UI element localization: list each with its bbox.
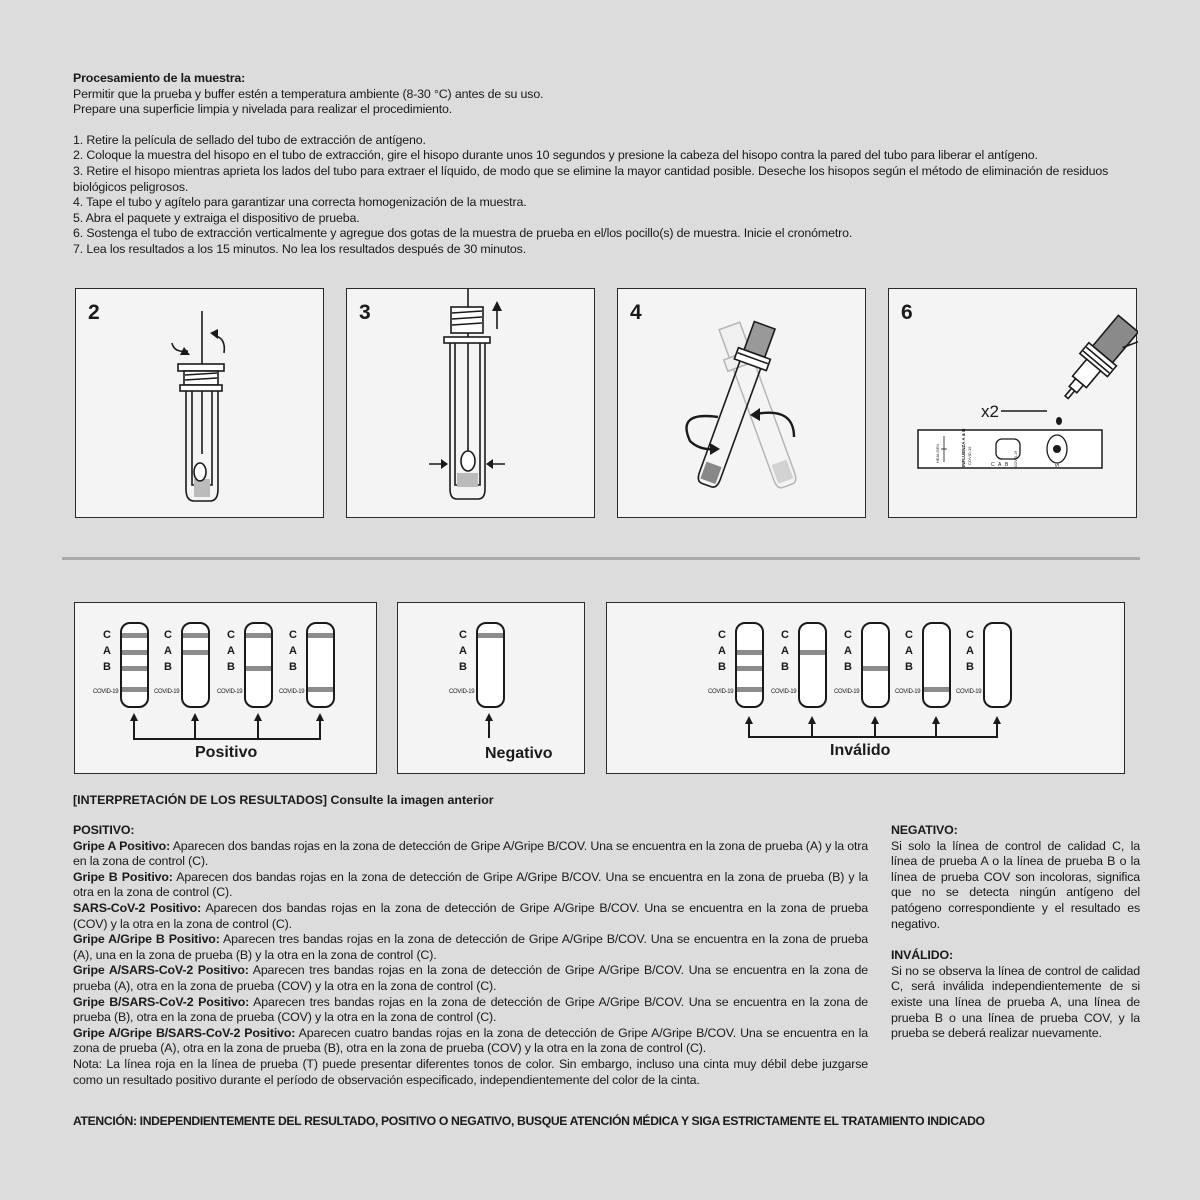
strip-label-b: B — [289, 661, 297, 673]
test-strip-window — [862, 623, 889, 707]
strip-label-covid: COVID-19 — [895, 689, 921, 695]
procedure-step-6: 6. Sostenga el tubo de extracción verticalmente y agregue dos gotas de la muestra de prueba en el/los pocillo(s) de muestra. Inicie el cronómetro. — [73, 226, 853, 241]
invalid-text: Si no se observa la línea de control de calidad C, será inválida independientemente de si existe una línea de prueba A, una línea de prueba B o una línea de prueba COV, y la prueba se deberá realizar nuevamente. — [891, 963, 1140, 1041]
strip-label-b: B — [459, 661, 467, 673]
strip-label-covid: COVID-19 — [279, 689, 305, 695]
negative-heading: NEGATIVO: — [891, 823, 958, 837]
strip-label-a: A — [459, 645, 467, 657]
invalid-strip-1 — [708, 623, 763, 707]
procedure-step-1: 1. Retire la película de sellado del tubo de extracción de antígeno. — [73, 132, 426, 147]
strip-label-c: C — [966, 629, 974, 641]
positive-item-label: Gripe B Positivo: — [73, 869, 173, 884]
strip-band-cov — [122, 687, 147, 692]
figure-step-2 — [75, 288, 324, 518]
strip-label-c: C — [844, 629, 852, 641]
positive-item — [73, 901, 868, 932]
positive-item-label: SARS-CoV-2 Positivo: — [73, 900, 202, 915]
strip-band-c — [246, 633, 271, 638]
negative-invalid-interpretation — [891, 823, 1140, 1042]
invalid-strip-5 — [956, 623, 1011, 707]
strip-label-covid: COVID-19 — [834, 689, 860, 695]
strip-label-c: C — [164, 629, 172, 641]
step-number-4: 4 — [630, 301, 642, 324]
positive-strip-2 — [154, 623, 209, 707]
figure-step-3 — [346, 288, 595, 518]
positive-item — [73, 1026, 868, 1057]
strip-band-b — [122, 666, 147, 671]
strip-label-c: C — [905, 629, 913, 641]
negative-strip — [449, 623, 504, 707]
strip-label-a: A — [103, 645, 111, 657]
positive-item-text: Aparecen cuatro bandas rojas en la zona de detección de Gripe A/Gripe B/COV. Una se encuentra en la zona de prueba (A), otra en la zona de prueba (B), otra en la zona de prueba (COV) y la otra en la zona de control (C). — [73, 1025, 868, 1056]
positive-item-label: Gripe A Positivo: — [73, 838, 171, 853]
strip-label-a: A — [966, 645, 974, 657]
positive-item — [73, 932, 868, 963]
positive-item-text: Aparecen dos bandas rojas en la zona de detección de Gripe A/Gripe B/COV. Una se encuentra en la zona de prueba (COV) y la otra en la zona de control (C). — [73, 900, 868, 931]
tube-squeeze-illustration — [347, 289, 596, 519]
strip-label-covid: COVID-19 — [449, 689, 475, 695]
step-number-6: 6 — [901, 301, 913, 324]
strip-label-a: A — [781, 645, 789, 657]
swab-rotate-illustration — [76, 289, 325, 519]
positive-strip-3 — [217, 623, 272, 707]
interpretation-heading: [INTERPRETACIÓN DE LOS RESULTADOS] Consulte la imagen anterior — [73, 793, 494, 807]
strip-label-c: C — [103, 629, 111, 641]
test-strip-window — [799, 623, 826, 707]
strip-label-a: A — [844, 645, 852, 657]
positive-item-text: Aparecen dos bandas rojas en la zona de detección de Gripe A/Gripe B/COV. Una se encuentra en la zona de prueba (A) y la otra en la zona de control (C). — [73, 838, 869, 869]
positive-item-text: Aparecen dos bandas rojas en la zona de detección de Gripe A/Gripe B/COV. Una se encuentra en la zona de prueba (B) y la otra en la zona de control (C). — [73, 869, 869, 900]
figure-step-6 — [888, 288, 1137, 518]
procedure-title: Procesamiento de la muestra: — [73, 71, 246, 85]
strip-band-a — [122, 650, 147, 655]
strip-label-c: C — [459, 629, 467, 641]
strip-band-a — [737, 650, 762, 655]
strip-band-cov — [737, 687, 762, 692]
section-divider — [62, 557, 1140, 560]
test-strip-window — [923, 623, 950, 707]
strip-band-cov — [924, 687, 949, 692]
test-strip-window — [736, 623, 763, 707]
strip-band-c — [308, 633, 333, 638]
strip-label-covid: COVID-19 — [154, 689, 180, 695]
invalid-strip-3 — [834, 623, 889, 707]
strip-label-a: A — [227, 645, 235, 657]
positive-item-text: Aparecen tres bandas rojas en la zona de detección de Gripe A/Gripe B/COV. Una se encuentra en la zona de prueba (A), otra en la zona de prueba (COV) y la otra en la zona de control (C). — [73, 963, 869, 993]
strip-label-b: B — [103, 661, 111, 673]
result-negative-panel — [397, 602, 585, 774]
strip-label-covid: COVID-19 — [93, 689, 119, 695]
cassette-label-c: C — [991, 462, 995, 468]
positive-strip-1 — [93, 623, 148, 707]
strip-band-a — [183, 650, 208, 655]
cassette-sub: COVID-19 — [967, 446, 972, 465]
strip-label-covid: COVID-19 — [956, 689, 982, 695]
procedure-step-2: 2. Coloque la muestra del hisopo en el tubo de extracción, gire el hisopo durante unos 10 segundos y presione la cabeza del hisopo contra la pared del tubo para liberar el antígeno. — [73, 148, 1038, 163]
strip-band-b — [246, 666, 271, 671]
strip-label-b: B — [781, 661, 789, 673]
strip-label-c: C — [227, 629, 235, 641]
strip-label-a: A — [905, 645, 913, 657]
positive-item-text: Aparecen tres bandas rojas en la zona de detección de Gripe A/Gripe B/COV. Una se encuentra en la zona de prueba (A), una en la zona de prueba (B) y la otra en la zona de control (C). — [73, 932, 868, 962]
warning-text: ATENCIÓN: INDEPENDIENTEMENTE DEL RESULTADO, POSITIVO O NEGATIVO, BUSQUE ATENCIÓN MÉDICA Y SIGA ESTRICTAMENTE EL TRATAMIENTO INDICADO — [73, 1114, 985, 1128]
procedure-section — [73, 71, 1153, 258]
strip-band-c — [122, 633, 147, 638]
strip-label-covid: COVID-19 — [771, 689, 797, 695]
strip-label-b: B — [966, 661, 974, 673]
procedure-step-3: 3. Retire el hisopo mientras aprieta los lados del tubo para extraer el líquido, de modo que se elimine la mayor cantidad posible. Deseche los hisopos según el método de eliminación de residuos biológicos peligrosos. — [73, 163, 1109, 194]
cassette-label-covid: COVID-19 — [1014, 450, 1018, 467]
strip-label-covid: COVID-19 — [217, 689, 243, 695]
positive-item-label: Gripe A/SARS-CoV-2 Positivo: — [73, 963, 249, 978]
strip-label-b: B — [844, 661, 852, 673]
invalid-heading: INVÁLIDO: — [891, 948, 953, 963]
negative-text: Si solo la línea de control de calidad C, la línea de prueba A o la línea de prueba B o la línea de prueba COV son incoloras, significa que no se detecta ningún antígeno del patógeno correspondiente y el resultado es negativo. — [891, 838, 1140, 931]
positive-heading: POSITIVO: — [73, 823, 135, 837]
cassette-sample-mark: S — [1055, 463, 1061, 467]
negative-label: Negativo — [485, 745, 553, 762]
step-number-3: 3 — [359, 301, 371, 324]
positive-item — [73, 963, 868, 994]
step-number-2: 2 — [88, 301, 100, 324]
procedure-step-4: 4. Tape el tubo y agítelo para garantizar una correcta homogenización de la muestra. — [73, 195, 527, 210]
strip-band-b — [863, 666, 888, 671]
strip-band-c — [478, 633, 503, 638]
result-positive-panel — [74, 602, 377, 774]
tube-shake-illustration — [618, 289, 867, 519]
strip-band-cov — [308, 687, 333, 692]
strip-band-a — [800, 650, 825, 655]
positive-strip-4 — [279, 623, 334, 707]
positive-note: Nota: La línea roja en la línea de prueba (T) puede presentar diferentes tonos de color. Sin embargo, incluso una cinta muy débil debe juzgarse como un resultado positivo durante el período de observación especificado, independientemente del color de la cinta. — [73, 1056, 868, 1087]
procedure-intro-1: Permitir que la prueba y buffer estén a temperatura ambiente (8-30 °C) antes de su uso. — [73, 86, 544, 101]
strip-label-covid: COVID-19 — [708, 689, 734, 695]
positive-label: Positivo — [195, 744, 258, 761]
test-strip-window — [984, 623, 1011, 707]
strip-label-b: B — [227, 661, 235, 673]
invalid-label: Inválido — [830, 742, 891, 759]
positive-item-text: Aparecen tres bandas rojas en la zona de detección de Gripe A/Gripe B/COV. Una se encuentra en la zona de prueba (B), otra en la zona de prueba (COV) y la otra en la zona de control (C). — [73, 994, 869, 1025]
strip-label-b: B — [164, 661, 172, 673]
strip-label-a: A — [164, 645, 172, 657]
positive-item-label: Gripe B/SARS-CoV-2 Positivo: — [73, 994, 250, 1009]
cassette-name: INFLUENZA A & B — [961, 428, 966, 467]
strip-band-b — [737, 666, 762, 671]
procedure-step-7: 7. Lea los resultados a los 15 minutos. No lea los resultados después de 30 minutos. — [73, 241, 527, 256]
strip-band-c — [183, 633, 208, 638]
drops-count-label: x2 — [981, 402, 999, 421]
cassette-label-b: B — [1005, 462, 1009, 468]
strip-label-c: C — [289, 629, 297, 641]
positive-item-label: Gripe A/Gripe B Positivo: — [73, 932, 220, 947]
positive-item-label: Gripe A/Gripe B/SARS-CoV-2 Positivo: — [73, 1025, 296, 1040]
strip-label-b: B — [718, 661, 726, 673]
strip-label-c: C — [781, 629, 789, 641]
figure-step-4 — [617, 288, 866, 518]
invalid-strip-2 — [771, 623, 826, 707]
cassette-label-a: A — [998, 462, 1002, 468]
positive-item — [73, 870, 868, 901]
invalid-strip-4 — [895, 623, 950, 707]
strip-label-b: B — [905, 661, 913, 673]
procedure-step-5: 5. Abra el paquete y extraiga el dispositivo de prueba. — [73, 210, 360, 225]
result-invalid-panel — [606, 602, 1125, 774]
positive-interpretation — [73, 823, 868, 1088]
procedure-intro-2: Prepare una superficie limpia y nivelada para realizar el procedimiento. — [73, 102, 453, 117]
cassette-brand: HEALGEN — [935, 443, 940, 463]
positive-item — [73, 995, 868, 1026]
positive-item — [73, 839, 868, 870]
strip-label-a: A — [718, 645, 726, 657]
drop-sample-illustration — [889, 289, 1138, 519]
strip-label-c: C — [718, 629, 726, 641]
strip-label-a: A — [289, 645, 297, 657]
